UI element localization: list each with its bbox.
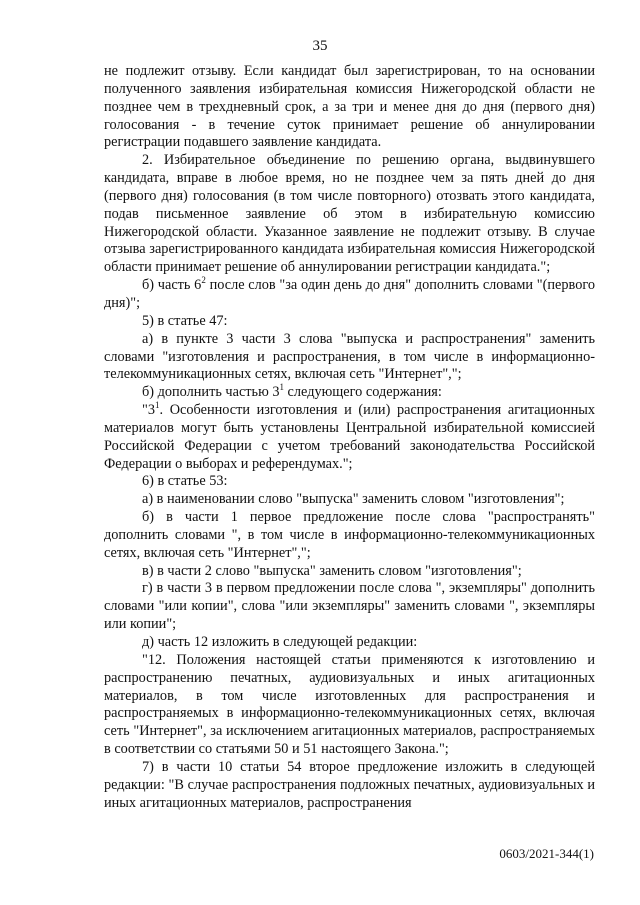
paragraph: 5) в статье 47: [142, 312, 228, 329]
superscript: 2 [201, 275, 206, 286]
paragraph: а) в пункте 3 части 3 слова "выпуска и распространения" заменить словами "изготовления и распространения, в том числе в информационно-телекоммуникационных сетях, включая сеть "Интернет","; [104, 330, 595, 383]
paragraph: г) в части 3 в первом предложении после слова ", экземпляры" дополнить словами "или копии", слова "или экземпляры" заменить словами ", экземпляры или копии"; [104, 580, 595, 633]
paragraph: 7) в части 10 статьи 54 второе предложение изложить в следующей редакции: "В случае распространения подложных печатных, аудиовизуальных и иных агитационных материалов, распространения [104, 758, 595, 811]
paragraph: д) часть 12 изложить в следующей редакции: [142, 634, 418, 650]
paragraph: не подлежит отзыву. Если кандидат был зарегистрирован, то на основании полученного заявления избирательная комиссия Нижегородской области не позднее чем в трехдневный срок, а за три и менее дня до дня (первого дня) голосования - в течение суток принимает решение об аннулировании регистрации подавшего заявление кандидата. [104, 63, 595, 151]
paragraph: 6) в статье 53: [142, 473, 228, 490]
paragraph: б) в части 1 первое предложение после слова "распространять" дополнить словами ", в том числе в информационно-телекоммуникационных сетях, включая сеть "Интернет","; [104, 509, 595, 561]
paragraph: в) в части 2 слово "выпуска" заменить словом "изготовления"; [142, 562, 522, 579]
paragraph-text: б) часть 6 [142, 277, 202, 294]
page-number: 35 [312, 38, 328, 54]
superscript: 1 [279, 382, 284, 393]
paragraph [104, 384, 595, 402]
paragraph: а) в наименовании слово "выпуска" заменить словом "изготовления"; [142, 491, 565, 508]
paragraph: 2. Избирательное объединение по решению органа, выдвинувшего кандидата, вправе в любое время, но не позднее чем за пять дней до дня (первого дня) голосования (в том числе повторного) отозвать этого кандидата, подав письменное заявление об этом в избирательную комиссию Нижегородской области. Указанное заявление не подлежит отзыву. В случае отзыва зарегистрированного кандидата избирательная комиссия Нижегородской области принимает решение об аннулировании регистрации кандидата."; [104, 152, 595, 276]
document-code: 0603/2021-344(1) [499, 846, 594, 861]
paragraph-text: после слов "за один день до дня" дополнить словами "(первого дня)"; [104, 277, 596, 311]
paragraph [104, 277, 595, 313]
document-body [104, 63, 595, 812]
paragraph [104, 402, 595, 473]
superscript: 1 [155, 400, 160, 411]
paragraph-text: "3 [142, 402, 155, 419]
paragraph-text: следующего содержания: [283, 384, 442, 401]
paragraph-text: . Особенности изготовления и (или) распространения агитационных материалов могут быть установлены Центральной избирательной комиссией Российской Федерации с учетом требований законодательства Российской Федерации о выборах и референдумах."; [104, 402, 595, 472]
paragraph-text: б) дополнить частью 3 [142, 384, 280, 401]
paragraph: "12. Положения настоящей статьи применяются к изготовлению и распространению печатных, аудиовизуальных и иных агитационных материалов, в том числе изготовленных для распространения и распространяемых в информационно-телекоммуникационных сетях, включая сеть "Интернет", за исключением агитационных материалов, распространяемых в соответствии со статьями 50 и 51 настоящего Закона."; [104, 651, 595, 758]
